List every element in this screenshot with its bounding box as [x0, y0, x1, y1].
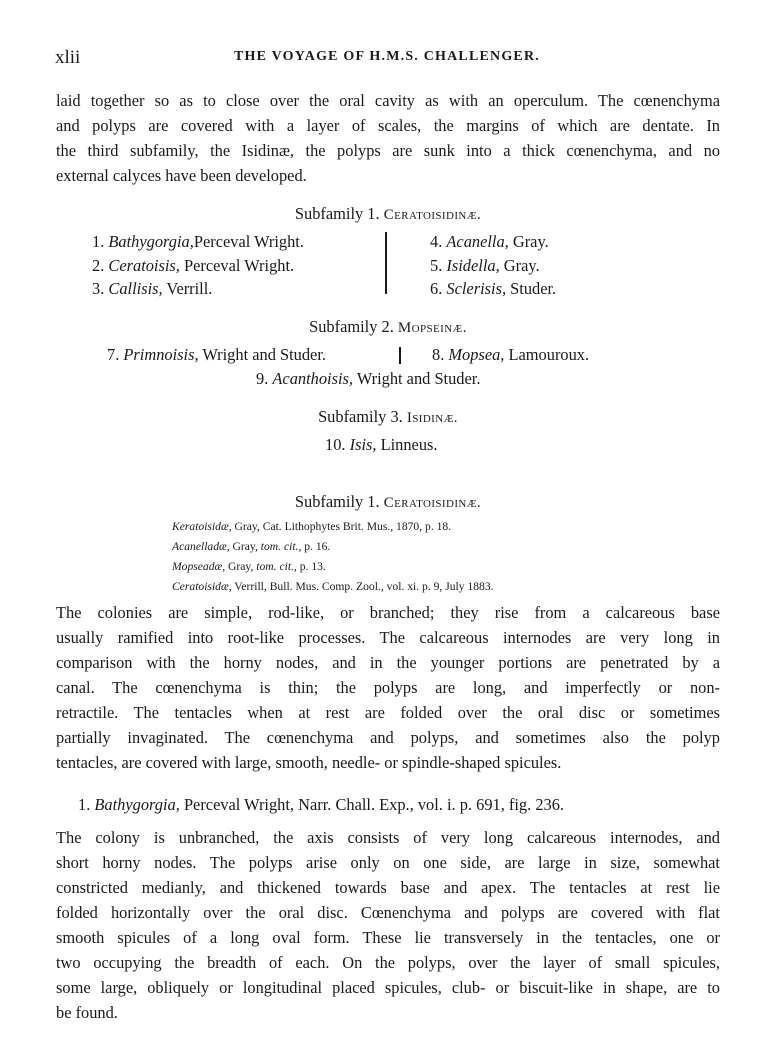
genus-name: Sclerisis, — [446, 279, 507, 298]
subfamily-1-heading — [0, 204, 776, 224]
genus-number: 9. — [256, 369, 269, 388]
column-divider — [385, 232, 387, 294]
genus-author: Wright and Studer. — [202, 345, 326, 364]
running-title: THE VOYAGE OF H.M.S. CHALLENGER. — [234, 49, 540, 64]
genus-name: Mopsea, — [448, 345, 505, 364]
genus-author: Perceval Wright. — [184, 256, 295, 275]
text-line: The colony is unbranched, the axis consists of very long calcareous internodes, and — [56, 828, 720, 847]
genus-author: Linneus. — [380, 435, 438, 454]
synonymy-reference — [172, 560, 326, 573]
synonym-name: Keratoisidæ, — [172, 520, 232, 533]
genus-name: Acanthoisis, — [272, 369, 353, 388]
text-line: the third subfamily, the Isidinæ, the polyps are sunk into a thick cœnenchyma, and no — [56, 141, 720, 160]
genus-number: 10. — [325, 435, 346, 454]
genus-author: Perceval Wright. — [193, 232, 304, 251]
text-line: retractile. The tentacles when at rest are folded over the oral disc or sometimes — [56, 703, 720, 722]
genus-number: 5. — [430, 256, 443, 275]
text-line: be found. — [56, 1003, 118, 1022]
text-line: partially invaginated. The cœnenchyma and polyps, and sometimes also the polyp — [56, 728, 720, 747]
genus-number: 6. — [430, 279, 443, 298]
subfamily-prefix: Subfamily 1. — [294, 204, 380, 223]
subfamily-prefix: Subfamily 3. — [318, 407, 403, 426]
genus-name: Isis, — [349, 435, 377, 454]
text-line: folded horizontally over the oral disc. Cœnenchyma and polyps are covered with flat — [56, 903, 720, 922]
text-line: canal. The cœnenchyma is thin; the polyps are long, and imperfectly or non- — [56, 678, 720, 697]
subfamily-prefix: Subfamily 2. — [309, 317, 394, 336]
subfamily-name: Mopseinæ — [397, 320, 463, 336]
reference-page: p. 13. — [296, 560, 326, 573]
genus-number: 2. — [92, 256, 105, 275]
reference-text: Verrill, Bull. Mus. Comp. Zool., vol. xi. p. 9, July 1883. — [231, 580, 494, 593]
heading-period: . — [462, 320, 467, 336]
genus-author: Verrill. — [166, 279, 213, 298]
synonym-name: Acanelladæ, — [172, 540, 230, 553]
genus-name: Primnoisis, — [123, 345, 199, 364]
description-paragraph — [56, 600, 720, 775]
genus-number: 7. — [107, 345, 120, 364]
text-line: comparison with the horny nodes, and in the younger portions are penetrated by a — [56, 653, 720, 672]
synonymy-reference — [172, 540, 330, 553]
species-description — [56, 825, 720, 1025]
genus-author: Gray. — [512, 232, 549, 251]
text-line: and polyps are covered with a layer of scales, the margins of which are dentate. In — [56, 116, 720, 135]
genus-entry-7 — [107, 345, 326, 365]
genus-number: 8. — [432, 345, 445, 364]
genus-entry-9 — [256, 369, 480, 389]
section-prefix: Subfamily 1. — [294, 492, 380, 511]
intro-paragraph — [56, 88, 720, 188]
genus-author: Wright and Studer. — [356, 369, 481, 388]
text-line: smooth spicules of a long oval form. These lie transversely in the tentacles, one or — [56, 928, 720, 947]
genus-number: 4. — [430, 232, 443, 251]
species-number: 1. — [78, 795, 91, 814]
text-line: The colonies are simple, rod-like, or branched; they rise from a calcareous base — [56, 603, 720, 622]
subfamily-name: Ceratoisidinæ — [383, 207, 477, 223]
genus-name: Ceratoisis, — [108, 256, 180, 275]
reference-text: Gray, — [229, 540, 261, 553]
column-divider — [399, 347, 401, 364]
reference-cit: tom. cit., — [260, 540, 302, 553]
genus-entry-4 — [430, 232, 549, 252]
page-number: xlii — [55, 47, 81, 68]
synonymy-reference — [172, 580, 494, 593]
genus-entry-5 — [430, 256, 540, 276]
text-line: some large, obliquely or longitudinal placed spicules, club- or biscuit-like in shape, are to — [56, 978, 720, 997]
genus-entry-3 — [92, 279, 212, 299]
genus-author: Gray. — [503, 256, 540, 275]
species-genus: Bathygorgia, — [94, 795, 180, 814]
reference-text: Gray, Cat. Lithophytes Brit. Mus., 1870, p. 18. — [231, 520, 452, 533]
synonym-name: Mopseadæ, — [172, 560, 226, 573]
text-line: usually ramified into root-like processes. The calcareous internodes are very long in — [56, 628, 720, 647]
subfamily-2-heading — [0, 317, 776, 337]
text-line: short horny nodes. The polyps arise only on one side, are large in size, somewhat — [56, 853, 720, 872]
genus-entry-8 — [432, 345, 589, 365]
species-citation: Perceval Wright, Narr. Chall. Exp., vol. i. p. 691, fig. 236. — [179, 795, 564, 814]
genus-author: Studer. — [510, 279, 557, 298]
genus-entry-6 — [430, 279, 556, 299]
synonym-name: Ceratoisidæ, — [172, 580, 232, 593]
reference-text: Gray, — [225, 560, 257, 573]
genus-author: Lamouroux. — [508, 345, 590, 364]
heading-period: . — [476, 207, 482, 223]
genus-entry-1 — [92, 232, 304, 252]
genus-name: Callisis, — [108, 279, 163, 298]
genus-number: 1. — [92, 232, 105, 251]
section-name: Ceratoisidinæ. — [383, 495, 482, 511]
genus-name: Acanella, — [446, 232, 509, 251]
text-line: laid together so as to close over the oral cavity as with an operculum. The cœnenchyma — [56, 91, 720, 110]
text-line: two occupying the breadth of each. On the polyps, over the layer of small spicules, — [56, 953, 720, 972]
text-line: constricted medianly, and thickened towards base and apex. The tentacles at rest lie — [56, 878, 720, 897]
running-head — [55, 47, 719, 71]
text-line: external calyces have been developed. — [56, 166, 307, 185]
genus-number: 3. — [92, 279, 105, 298]
genus-entry-10 — [325, 435, 438, 455]
synonymy-reference — [172, 520, 451, 533]
genus-name: Isidella, — [446, 256, 500, 275]
reference-page: p. 16. — [301, 540, 331, 553]
subfamily-3-heading — [0, 407, 776, 427]
genus-entry-2 — [92, 256, 294, 276]
text-line: tentacles, are covered with large, smooth, needle- or spindle-shaped spicules. — [56, 753, 562, 772]
heading-period: . — [453, 410, 458, 426]
section-heading — [0, 492, 776, 512]
subfamily-name: Isidinæ — [406, 410, 454, 426]
genus-name: Bathygorgia, — [108, 232, 194, 251]
reference-cit: tom. cit., — [256, 560, 297, 573]
species-heading — [78, 795, 564, 815]
